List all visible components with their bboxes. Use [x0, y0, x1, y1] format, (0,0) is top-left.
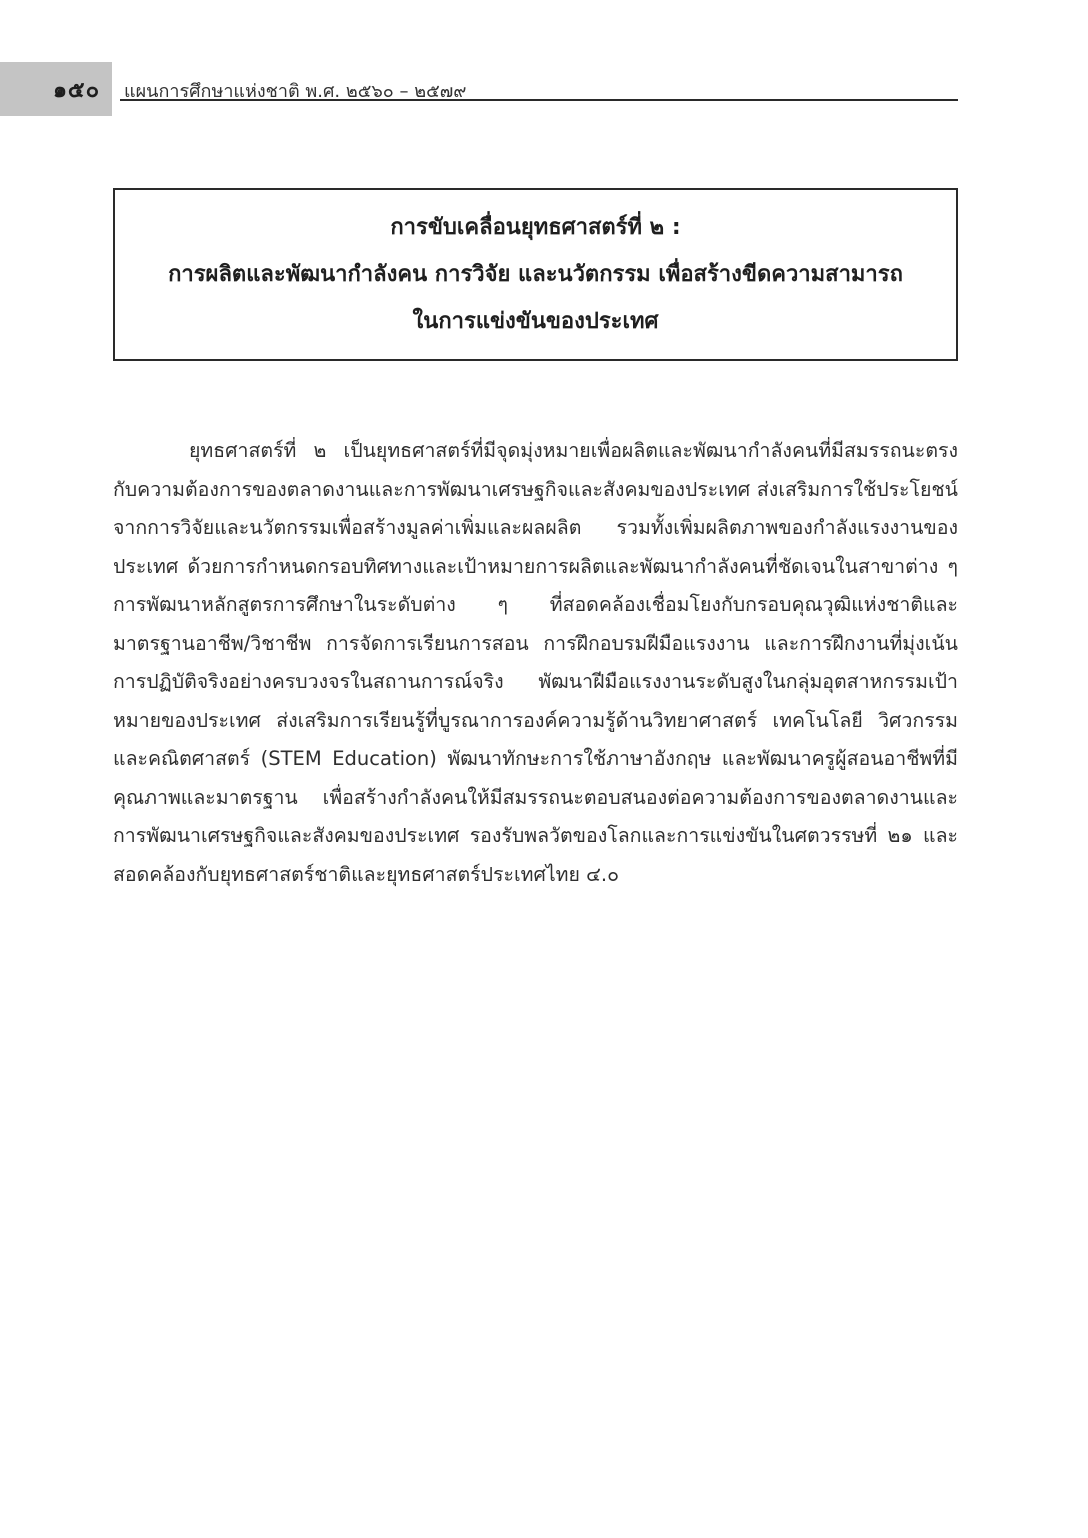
- title-line-1: การขับเคลื่อนยุทธศาสตร์ที่ ๒ :: [390, 215, 681, 240]
- body-paragraph: ยุทธศาสตร์ที่ ๒ เป็นยุทธศาสตร์ที่มีจุดมุ่งหมายเพื่อผลิตและพัฒนากำลังคนที่มีสมรรถนะตรงกับความต้องการของตลาดงานและการพัฒนาเศรษฐกิจและสังคมของประเทศ ส่งเสริมการใช้ประโยชน์จากการวิจัยและนวัตกรรมเพื่อสร้างมูลค่าเพิ่มและผลผลิต รวมทั้งเพิ่มผลิตภาพของกำลังแรงงานของประเทศ ด้วยการกำหนดกรอบทิศทางและเป้าหมายการผลิตและพัฒนากำลังคนที่ชัดเจนในสาขาต่าง ๆ การพัฒนาหลักสูตรการศึกษาในระดับต่าง ๆ ที่สอดคล้องเชื่อมโยงกับกรอบคุณวุฒิแห่งชาติและมาตรฐานอาชีพ/วิชาชีพ การจัดการเรียนการสอน การฝึกอบรมฝีมือแรงงาน และการฝึกงานที่มุ่งเน้นการปฏิบัติจริงอย่างครบวงจรในสถานการณ์จริง พัฒนาฝีมือแรงงานระดับสูงในกลุ่มอุตสาหกรรมเป้าหมายของประเทศ ส่งเสริมการเรียนรู้ที่บูรณาการองค์ความรู้ด้านวิทยาศาสตร์ เทคโนโลยี วิศวกรรม และคณิตศาสตร์ (STEM Education) พัฒนาทักษะการใช้ภาษาอังกฤษ และพัฒนาครูผู้สอนอาชีพที่มีคุณภาพและมาตรฐาน เพื่อสร้างกำลังคนให้มีสมรรถนะตอบสนองต่อความต้องการของตลาดงานและการพัฒนาเศรษฐกิจและสังคมของประเทศ รองรับพลวัตของโลกและการแข่งขันในศตวรรษที่ ๒๑ และสอดคล้องกับยุทธศาสตร์ชาติและยุทธศาสตร์ประเทศไทย ๔.๐: [113, 439, 958, 886]
- title-line-2: การผลิตและพัฒนากำลังคน การวิจัย และนวัตกรรม เพื่อสร้างขีดความสามารถ: [168, 262, 903, 287]
- strategy-title-box: [113, 188, 958, 361]
- running-header-title: แผนการศึกษาแห่งชาติ พ.ศ. ๒๕๖๐ – ๒๕๗๙: [124, 81, 467, 102]
- page-number: ๑๕๐: [52, 77, 100, 103]
- header-rule: [120, 99, 958, 101]
- title-line-3: ในการแข่งขันของประเทศ: [412, 309, 659, 334]
- page-number-tab: [0, 62, 112, 116]
